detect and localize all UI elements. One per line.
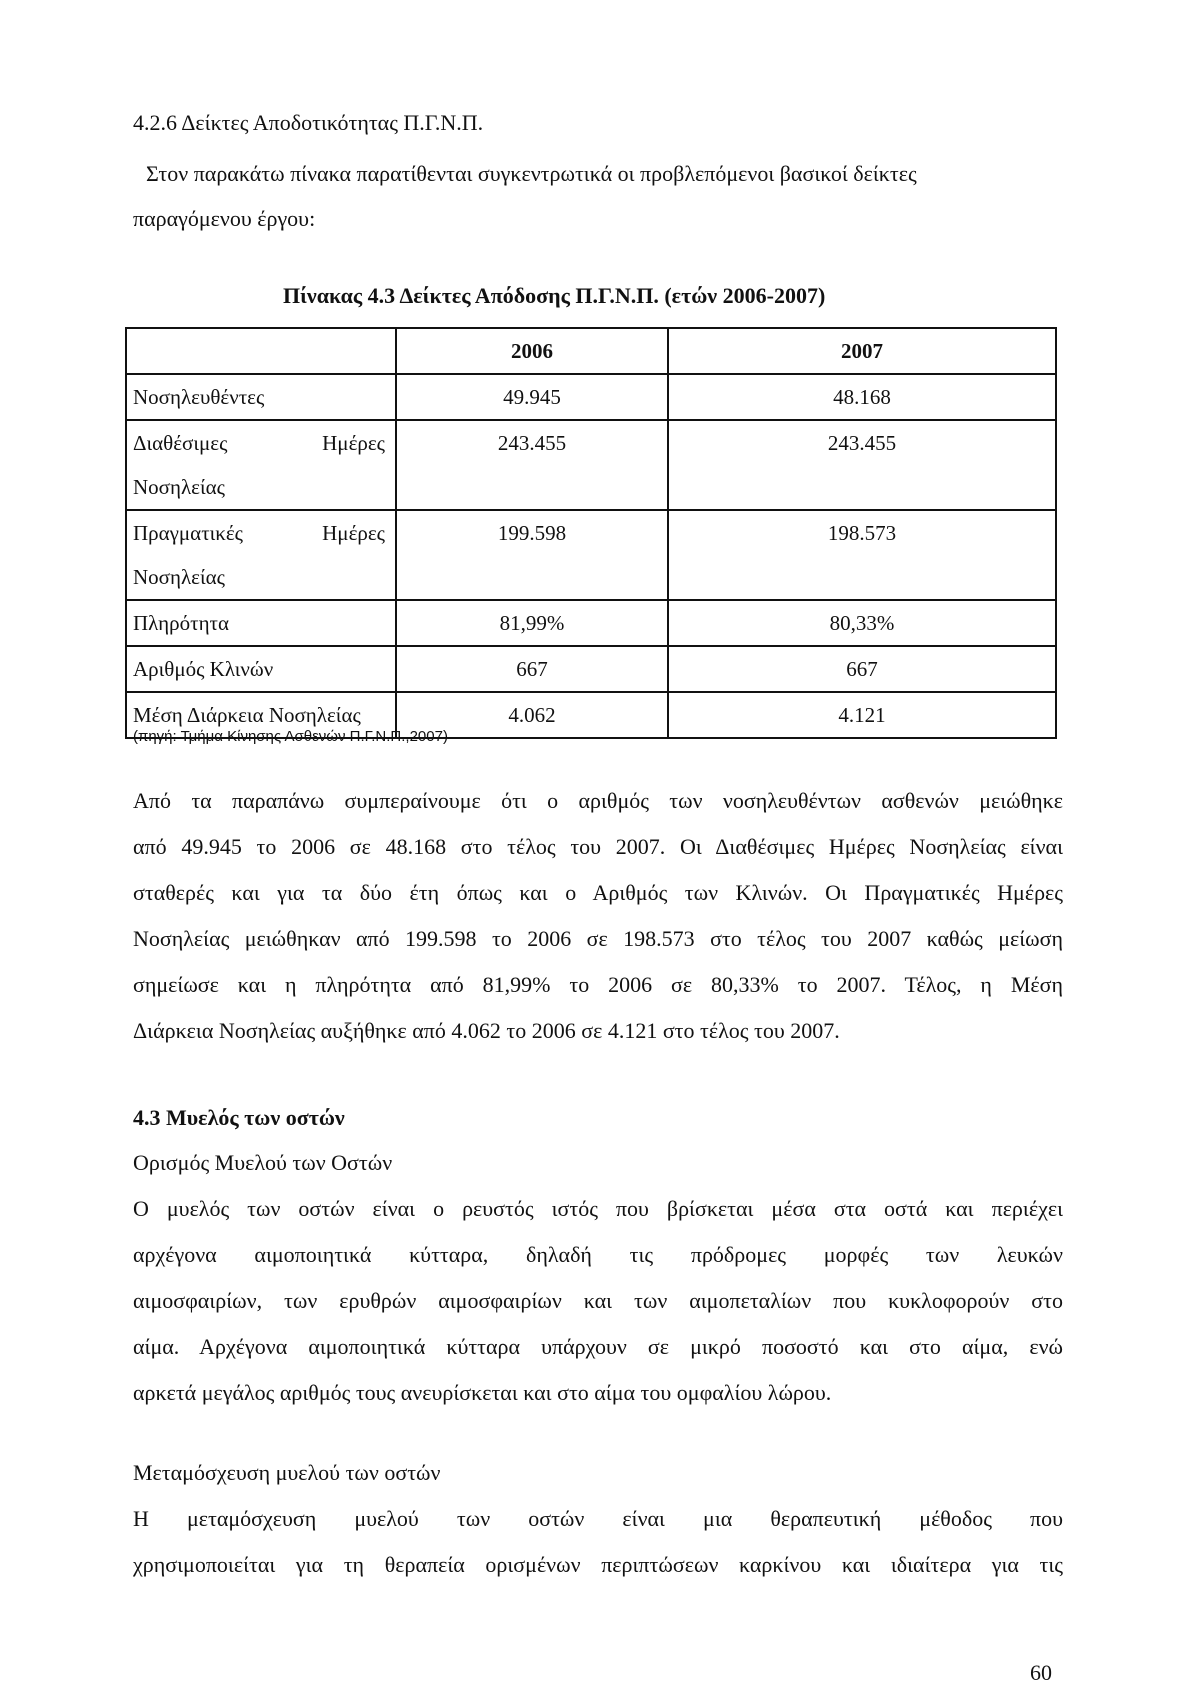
table-row (126, 600, 1056, 646)
paragraph-line: Ο μυελός των οστών είναι ο ρευστός ιστός που βρίσκεται μέσα στα οστά και περιέχει (133, 1196, 1063, 1221)
value-2007: 4.121 (668, 692, 1056, 738)
value-2007: 243.455 (668, 420, 1056, 510)
subsection-title: Ορισμός Μυελού των Οστών (133, 1150, 393, 1175)
value-2006: 199.598 (396, 510, 668, 600)
paragraph-line: αιμοσφαιρίων, των ερυθρών αιμοσφαιρίων και των αιμοπεταλίων που κυκλοφορούν στο (133, 1288, 1063, 1313)
paragraph-line: αρκετά μεγάλος αριθμός τους ανευρίσκεται και στο αίμα του ομφαλίου λώρου. (133, 1380, 832, 1405)
row-label: Αριθμός Κλινών (126, 646, 396, 692)
table-row (126, 646, 1056, 692)
table-source-note: (πηγή: Τμήμα Κίνησης Ασθενών Π.Γ.Ν.Π.,2007) (133, 728, 448, 745)
table-header-cell: 2006 (396, 328, 668, 374)
paragraph-line: σταθερές και για τα δύο έτη όπως και ο Αριθμός των Κλινών. Οι Πραγματικές Ημέρες (133, 880, 1063, 905)
value-2006: 667 (396, 646, 668, 692)
section-heading: 4.2.6 Δείκτες Αποδοτικότητας Π.Γ.Ν.Π. (133, 110, 484, 135)
section-title: 4.3 Μυελός των οστών (133, 1105, 345, 1130)
value-2007: 667 (668, 646, 1056, 692)
paragraph-line: αίμα. Αρχέγονα αιμοποιητικά κύτταρα υπάρχουν σε μικρό ποσοστό και στο αίμα, ενώ (133, 1334, 1063, 1359)
subsection-title: Μεταμόσχευση μυελού των οστών (133, 1460, 441, 1485)
row-label (126, 420, 396, 510)
table-header-cell (126, 328, 396, 374)
paragraph-line: Νοσηλείας μειώθηκαν από 199.598 το 2006 σε 198.573 στο τέλος του 2007 καθώς μείωση (133, 926, 1063, 951)
row-label-part: Νοσηλείας (133, 565, 225, 589)
table-row (126, 510, 1056, 600)
table-header-cell: 2007 (668, 328, 1056, 374)
paragraph-line: Από τα παραπάνω συμπεραίνουμε ότι ο αριθμός των νοσηλευθέντων ασθενών μειώθηκε (133, 788, 1063, 813)
row-label-part: Διαθέσιμες (133, 431, 228, 455)
paragraph-line: από 49.945 το 2006 σε 48.168 στο τέλος του 2007. Οι Διαθέσιμες Ημέρες Νοσηλείας είναι (133, 834, 1063, 859)
value-2006: 49.945 (396, 374, 668, 420)
value-2006: 4.062 (396, 692, 668, 738)
page-number: 60 (1030, 1660, 1052, 1685)
intro-line-1: Στον παρακάτω πίνακα παρατίθενται συγκεντρωτικά οι προβλεπόμενοι βασικοί δείκτες (146, 161, 917, 186)
paragraph-line: αρχέγονα αιμοποιητικά κύτταρα, δηλαδή τις πρόδρομες μορφές των λευκών (133, 1242, 1063, 1267)
row-label: Πληρότητα (126, 600, 396, 646)
paragraph-line: Διάρκεια Νοσηλείας αυξήθηκε από 4.062 το 2006 σε 4.121 στο τέλος του 2007. (133, 1018, 840, 1043)
value-2007: 198.573 (668, 510, 1056, 600)
value-2006: 81,99% (396, 600, 668, 646)
indicators-table (125, 327, 1057, 739)
row-label: Νοσηλευθέντες (126, 374, 396, 420)
paragraph-line: χρησιμοποιείται για τη θεραπεία ορισμένων περιπτώσεων καρκίνου και ιδιαίτερα για τις (133, 1552, 1063, 1577)
paragraph-line: σημείωσε και η πληρότητα από 81,99% το 2006 σε 80,33% το 2007. Τέλος, η Μέση (133, 972, 1063, 997)
value-2007: 80,33% (668, 600, 1056, 646)
table-header-row (126, 328, 1056, 374)
row-label-part: Ημέρες (322, 521, 385, 545)
value-2006: 243.455 (396, 420, 668, 510)
table-row (126, 420, 1056, 510)
intro-line-2: παραγόμενου έργου: (133, 206, 316, 231)
row-label-part: Νοσηλείας (133, 475, 225, 499)
table-caption: Πίνακας 4.3 Δείκτες Απόδοσης Π.Γ.Ν.Π. (ετών 2006-2007) (283, 283, 826, 308)
row-label: Μέση Διάρκεια Νοσηλείας (126, 692, 396, 738)
row-label-part: Ημέρες (322, 431, 385, 455)
indicators-table-wrapper (125, 327, 1055, 739)
value-2007: 48.168 (668, 374, 1056, 420)
row-label (126, 510, 396, 600)
row-label-part: Πραγματικές (133, 521, 243, 545)
paragraph-line: Η μεταμόσχευση μυελού των οστών είναι μια θεραπευτική μέθοδος που (133, 1506, 1063, 1531)
table-row (126, 374, 1056, 420)
